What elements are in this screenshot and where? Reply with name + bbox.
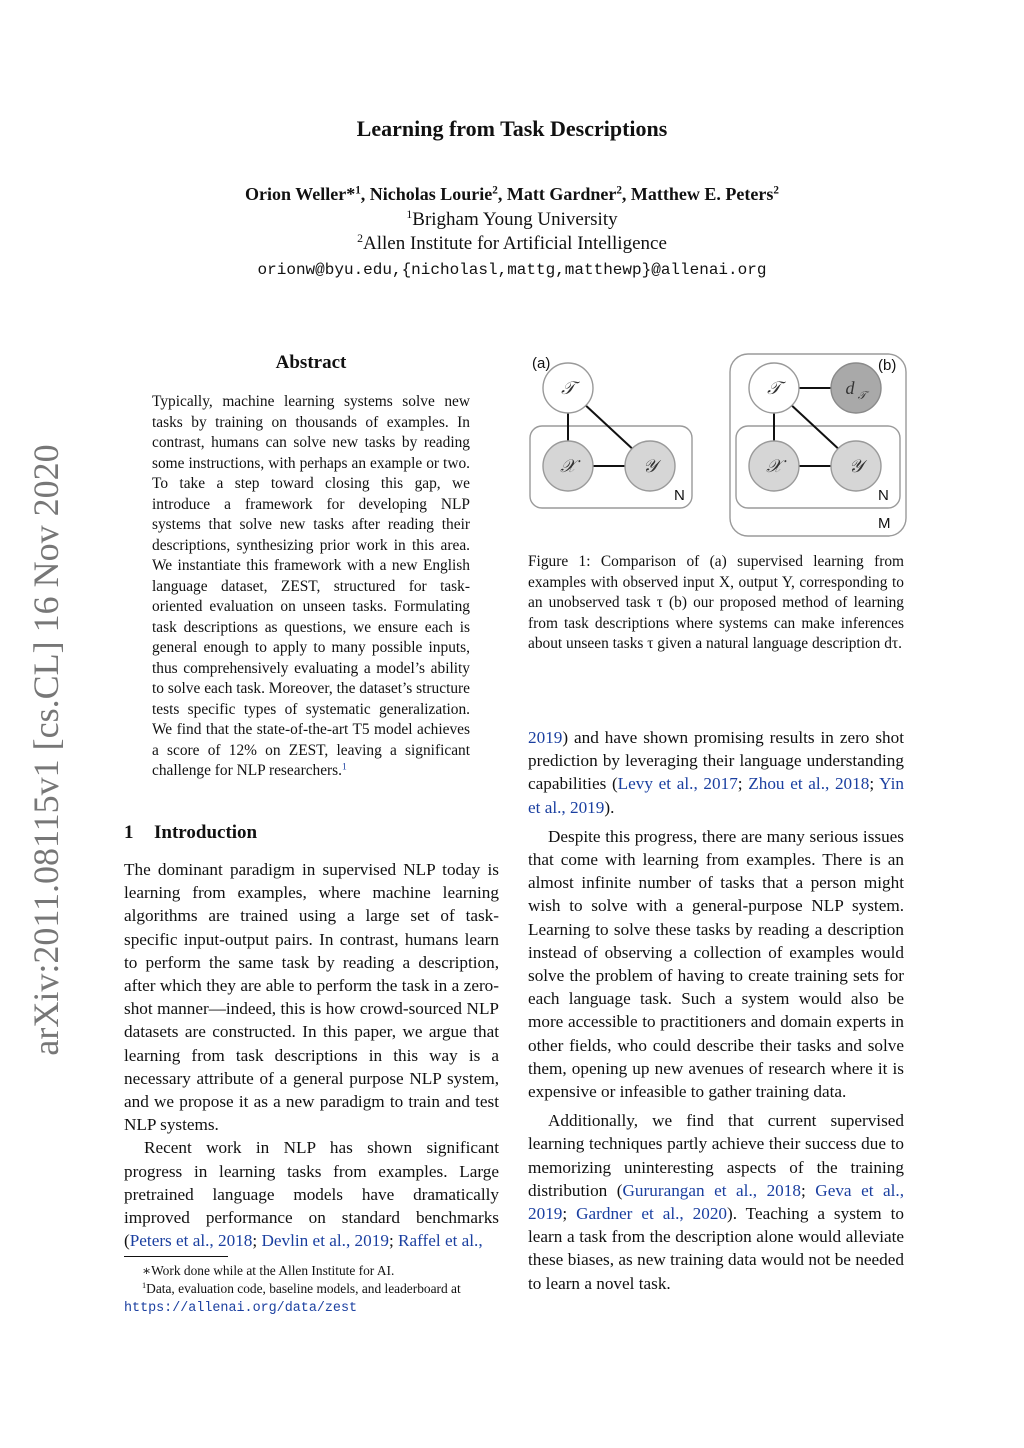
author-list: Orion Weller*$^1$, Nicholas Lourie$^2$, Matt Gardner$^2$, Matthew E. Peters$^2$ xyxy=(245,184,779,204)
footnote-star xyxy=(124,1262,500,1280)
author-name: Orion Weller* xyxy=(245,184,356,204)
output-node-label: 𝒴 xyxy=(642,456,658,476)
right-column xyxy=(528,726,904,1295)
author-name: Matthew E. Peters xyxy=(630,184,774,204)
dataset-url-link[interactable]: https://allenai.org/data/zest xyxy=(124,1301,358,1316)
arxiv-stamp: arXiv:2011.08115v1 [cs.CL] 16 Nov 2020 xyxy=(26,444,66,1056)
paragraph-text: ). Teaching a system to learn a task from the description alone would alleviate these biases, as new training data would not be needed to learn a novel task. xyxy=(528,1204,904,1293)
plate-m-label: M xyxy=(878,515,891,532)
left-column xyxy=(124,858,499,1252)
paragraph-text: ). xyxy=(604,797,615,817)
plate-n-label: N xyxy=(878,487,889,504)
paragraph-text: Additionally, we find that current supervised learning techniques partly achieve their success due to memorizing uninteresting aspects of the training distribution ( xyxy=(528,1111,904,1200)
footnote-one xyxy=(124,1280,500,1318)
citation-link[interactable]: Levy et al., 2017 xyxy=(617,774,738,794)
author-affiliation-mark: 2 xyxy=(773,184,779,197)
citation-link[interactable]: Yin et al., 2019 xyxy=(528,774,904,817)
citation-link[interactable]: Gardner et al., 2020 xyxy=(576,1204,728,1224)
panel-b-label: (b) xyxy=(878,357,897,374)
citation-link[interactable]: Devlin et al., 2019 xyxy=(261,1231,389,1251)
task-node-label: 𝒯 xyxy=(767,378,781,398)
plate-n-label: N xyxy=(674,487,685,504)
intro-paragraph-5: Additionally, we find that current supervised learning techniques partly achieve their success due to memorizing uninteresting aspects of the training distribution (Gururangan et al., 2018; Geva et al., 2019; Gardner et al., 2020). Teaching a system to learn a task from the description alone would alleviate these biases, as new training data would not be needed to learn a novel task. xyxy=(528,1111,904,1293)
affiliation-name: Brigham Young University xyxy=(412,209,618,230)
author-affiliation-mark: 2 xyxy=(492,184,498,197)
author-name: Nicholas Lourie xyxy=(369,184,493,204)
affiliation-name: Allen Institute for Artificial Intelligence xyxy=(362,233,667,254)
paragraph-text: Recent work in NLP has shown significant progress in learning tasks from examples. Large pretrained language models have dramatically improved performance on standard benchmarks ( xyxy=(124,1138,499,1251)
intro-paragraph-1: The dominant paradigm in supervised NLP today is learning from examples, where machine learning algorithms are trained using a large set of task-specific input-output pairs. In contrast, humans learn to perform the same task by reading a description, after which they are able to perform the task in a zero-shot manner—indeed, this is how crowd-sourced NLP datasets are constructed. In this paper, we argue that learning from task descriptions in this way is a necessary attribute of a general purpose NLP system, and we propose it as a new paradigm to train and test NLP systems. xyxy=(124,860,499,1135)
citation-link[interactable]: Gururangan et al., 2018 xyxy=(622,1180,801,1200)
author-name: Matt Gardner xyxy=(506,184,617,204)
author-affiliation-mark: 1 xyxy=(355,184,361,197)
citation-link[interactable]: 2019 xyxy=(528,728,563,747)
section-title: Introduction xyxy=(154,822,258,843)
description-node-subscript: 𝒯 xyxy=(857,390,867,402)
input-node-label: 𝒳 xyxy=(766,456,782,476)
input-node-label: 𝒳 xyxy=(560,456,576,476)
footnote-rule xyxy=(124,1256,228,1257)
footnotes xyxy=(124,1262,500,1318)
affiliation-ai2 xyxy=(0,233,1024,255)
edge-tau-y-a xyxy=(582,402,638,454)
author-affiliation-mark: 2 xyxy=(616,184,622,197)
footnote-link[interactable]: 1 xyxy=(342,761,347,773)
paragraph-text: ) and have shown promising results in zero shot prediction by leveraging their language understanding capabilities ( xyxy=(528,728,904,794)
footnote-text: Work done while at the Allen Institute for AI. xyxy=(151,1263,395,1278)
section-heading xyxy=(124,822,257,844)
panel-a-label: (a) xyxy=(532,355,551,372)
citation-link[interactable]: Peters et al., 2018 xyxy=(129,1231,253,1251)
citation-link[interactable]: Geva et al., 2019 xyxy=(528,1180,904,1224)
abstract-text: Typically, machine learning systems solve new tasks by training on thousands of examples. In contrast, humans can solve new tasks by reading some instructions, with perhaps an example or two. To take a step toward closing this gap, we introduce a framework for developing NLP systems that solve new tasks after reading their descriptions, synthesizing prior work in this area. We instantiate this framework with a new English language dataset, ZEST, structured for task-oriented evaluation on unseen tasks. Formulating task descriptions as questions, we ensure each is general enough to apply to many possible inputs, thus comprehensively evaluating a model’s ability to solve each task. Moreover, the dataset’s structure tests specific types of systematic generalization. We find that the state-of-the-art T5 model achieves a score of 12% on ZEST, leaving a significant challenge for NLP researchers. xyxy=(152,393,470,779)
figure-graphical-models xyxy=(526,350,910,540)
figure-caption: Figure 1: Comparison of (a) supervised learning from examples with observed input X, output Y, corresponding to an unobserved task τ (b) our proposed method of learning from task descriptions where systems can make inferences about unseen tasks τ given a natural language description dτ. xyxy=(528,553,904,653)
task-node-label: 𝒯 xyxy=(561,378,575,398)
affiliation-mark: 2 xyxy=(357,231,363,245)
affiliation-mark: 1 xyxy=(406,207,413,221)
abstract-body xyxy=(152,392,470,782)
citation-link[interactable]: Zhou et al., 2018 xyxy=(748,774,870,794)
description-node-label: d xyxy=(845,378,855,398)
author-emails: orionw@byu.edu,{nicholasl,mattg,matthewp}@allenai.org xyxy=(257,261,767,279)
affiliation-byu xyxy=(0,209,1024,231)
footnote-mark: 1 xyxy=(142,1281,147,1291)
edge-tau-y-b xyxy=(788,402,844,454)
intro-paragraph-4: Despite this progress, there are many serious issues that come with learning from examples. There is an almost infinite number of tasks that a person might wish to solve with a general-purpose NLP system. Learning to solve these tasks by reading a description instead of observing a collection of examples would solve the problem of having to create training sets for each language task. Such a system would also be more accessible to practitioners and domain experts in other fields, who could describe their tasks and solve them, opening up new avenues of research where it is expensive or infeasible to gather training data. xyxy=(528,826,904,1102)
intro-paragraph-2: Recent work in NLP has shown significant progress in learning tasks from examples. Large pretrained language models have dramatically improved performance on standard benchmarks (Peters et al., 2018; Devlin et al., 2019; Raffel et al., xyxy=(124,1138,499,1251)
intro-paragraph-3: 2019) and have shown promising results in zero shot prediction by leveraging their language understanding capabilities (Levy et al., 2017; Zhou et al., 2018; Yin et al., 2019). xyxy=(528,728,904,817)
output-node-label: 𝒴 xyxy=(848,456,864,476)
paper-title: Learning from Task Descriptions xyxy=(356,116,668,141)
section-number: 1 xyxy=(124,822,134,843)
citation-link[interactable]: Raffel et al., xyxy=(398,1231,483,1251)
description-node-b xyxy=(831,363,881,413)
footnote-text: Data, evaluation code, baseline models, and leaderboard at xyxy=(146,1281,461,1296)
abstract-heading: Abstract xyxy=(275,352,347,373)
footnote-mark: ∗ xyxy=(142,1263,152,1278)
